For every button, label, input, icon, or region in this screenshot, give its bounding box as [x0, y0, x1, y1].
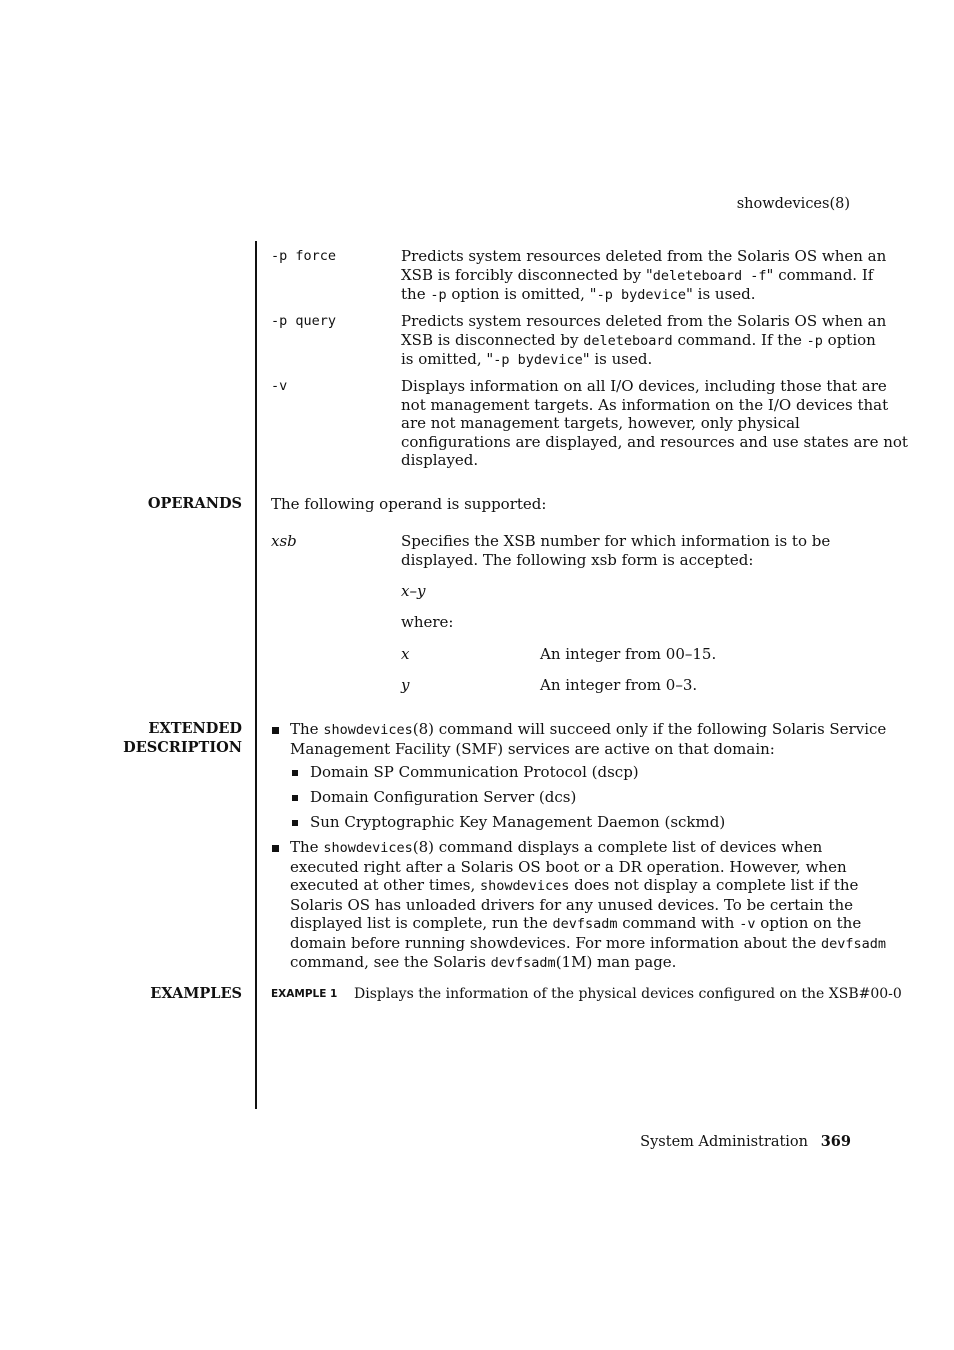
- page-number: 369: [820, 1133, 851, 1150]
- text-line: Management Facility (SMF) services are active on that domain:: [290, 739, 775, 758]
- sub-bullet-dcs: Domain Configuration Server (dcs): [310, 788, 577, 806]
- text-line: command, see the Solaris devfsadm(1M) man page.: [290, 953, 677, 971]
- text-line: executed at other times, showdevices does not display a complete list if the: [290, 876, 859, 894]
- extended-bullet-1: [290, 720, 887, 758]
- text-line: The showdevices(8) command displays a complete list of devices when: [290, 838, 823, 856]
- text-line: the -p option is omitted, "-p bydevice" is used.: [401, 285, 756, 303]
- text-line: Solaris OS has unloaded drivers for any unused devices. To be certain the: [290, 895, 854, 914]
- operand-def-y: An integer from 0–3.: [540, 676, 698, 694]
- example-text: Displays the information of the physical devices configured on the XSB#00-0: [354, 986, 902, 1002]
- operand-form: x–y: [401, 582, 426, 600]
- running-header: showdevices(8): [736, 196, 850, 212]
- operand-where: where:: [401, 613, 454, 631]
- text-line: XSB is forcibly disconnected by "deleteboard -f" command. If: [401, 265, 874, 284]
- text-line: Predicts system resources deleted from the Solaris OS when an: [401, 312, 887, 330]
- option-desc-p-force: [401, 247, 887, 305]
- text-line: Displays information on all I/O devices, including those that are: [401, 377, 887, 395]
- text-line: is omitted, "-p bydevice" is used.: [401, 350, 653, 368]
- section-title-examples: EXAMPLES: [150, 985, 242, 1002]
- operands-intro: The following operand is supported:: [271, 495, 547, 513]
- operand-desc-line-2: displayed. The following xsb form is accepted:: [401, 551, 754, 569]
- operand-def-term-x: x: [401, 645, 410, 663]
- option-name-v: -v: [271, 378, 288, 394]
- text-line: displayed.: [401, 451, 479, 469]
- sub-bullet-marker: [292, 795, 298, 801]
- operand-def-term-y: y: [401, 676, 410, 694]
- text-line: displayed list is complete, run the devfsadm command with -v option on the: [290, 914, 862, 932]
- section-title-extended: EXTENDED DESCRIPTION: [123, 720, 242, 756]
- footer-book-title: System Administration: [640, 1134, 808, 1150]
- option-desc-p-query: [401, 312, 887, 370]
- section-title-operands: OPERANDS: [147, 495, 242, 512]
- sub-bullet-dscp: Domain SP Communication Protocol (dscp): [310, 763, 639, 781]
- operand-desc-line-1: Specifies the XSB number for which information is to be: [401, 532, 831, 550]
- bullet-marker: [272, 727, 279, 734]
- bullet-marker: [272, 845, 279, 852]
- text-line: configurations are displayed, and resources and use states are not: [401, 432, 908, 451]
- option-desc-v: [401, 377, 908, 470]
- text-line: The showdevices(8) command will succeed only if the following Solaris Service: [290, 720, 887, 738]
- extended-bullet-2: [290, 838, 887, 973]
- sub-bullet-marker: [292, 770, 298, 776]
- text-line: not management targets. As information on the I/O devices that: [401, 395, 889, 414]
- operand-name: xsb: [271, 532, 297, 550]
- vertical-rule: [255, 241, 257, 1109]
- sub-bullet-marker: [292, 820, 298, 826]
- text-line: Predicts system resources deleted from the Solaris OS when an: [401, 247, 887, 265]
- sub-bullet-sckmd: Sun Cryptographic Key Management Daemon (sckmd): [310, 813, 726, 831]
- example-label: EXAMPLE 1: [271, 988, 338, 1000]
- option-name-p-query: -p query: [271, 313, 337, 329]
- option-name-p-force: -p force: [271, 248, 337, 264]
- text-line: domain before running showdevices. For more information about the devfsadm: [290, 933, 887, 952]
- text-line: executed right after a Solaris OS boot or a DR operation. However, when: [290, 857, 847, 876]
- text-line: XSB is disconnected by deleteboard command. If the -p option: [401, 330, 876, 349]
- operand-def-x: An integer from 00–15.: [540, 645, 717, 663]
- text-line: are not management targets, however, only physical: [401, 414, 800, 432]
